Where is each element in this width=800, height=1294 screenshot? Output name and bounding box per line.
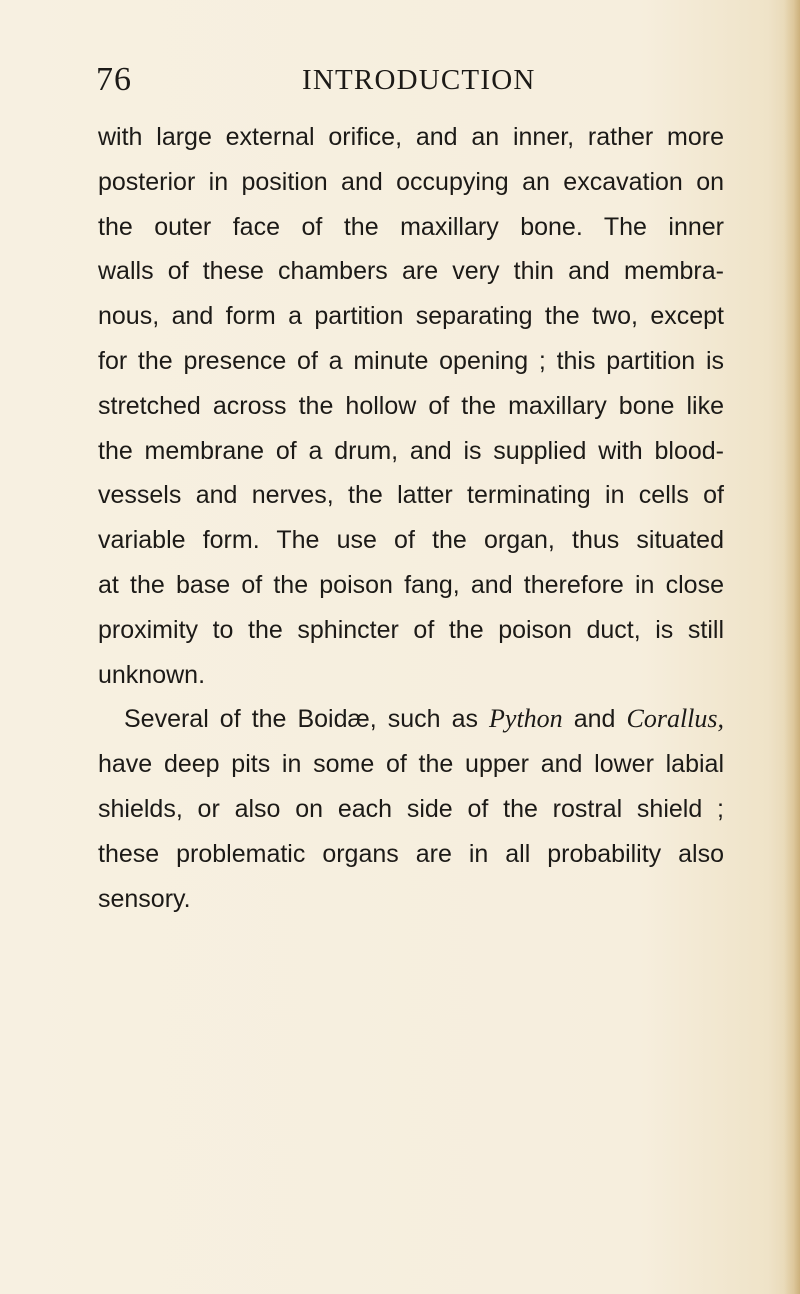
text-line: for the presence of a minute opening ; this partition is: [98, 346, 724, 375]
text-line: walls of these chambers are very thin and membra-: [98, 257, 724, 286]
paragraph-1: [98, 115, 724, 697]
text-line: unknown.: [98, 660, 206, 689]
body-text: [98, 115, 724, 921]
text-line: the membrane of a drum, and is supplied with blood-: [98, 436, 724, 465]
text-line: posterior in position and occupying an excavation on: [98, 167, 724, 196]
text-line-with-italics: [98, 697, 724, 742]
paragraph-2: [98, 697, 724, 921]
text-run: and: [562, 705, 627, 734]
text-line: nous, and form a partition separating the two, except: [98, 302, 724, 331]
text-line: have deep pits in some of the upper and lower labial: [98, 750, 724, 779]
genus-name-corallus: Corallus,: [626, 704, 725, 734]
text-line: proximity to the sphincter of the poison duct, is still: [98, 615, 724, 644]
text-line: vessels and nerves, the latter terminating in cells of: [98, 481, 724, 510]
text-line: variable form. The use of the organ, thus situated: [98, 526, 724, 555]
genus-name-python: Python: [489, 704, 563, 734]
text-line: at the base of the poison fang, and therefore in close: [98, 570, 724, 599]
page-edge-shadow: [784, 0, 800, 1294]
text-run: Several of the Boidæ, such as: [124, 705, 490, 734]
text-line: with large external orifice, and an inner, rather more: [98, 123, 724, 151]
page-number: 76: [96, 61, 132, 98]
text-line: the outer face of the maxillary bone. The inner: [98, 212, 724, 241]
running-title: INTRODUCTION: [302, 64, 536, 96]
text-line: shields, or also on each side of the rostral shield ;: [98, 794, 724, 823]
text-line: sensory.: [98, 884, 191, 913]
text-line: stretched across the hollow of the maxillary bone like: [98, 391, 724, 420]
text-line: these problematic organs are in all probability also: [98, 839, 724, 868]
page-header: [0, 58, 800, 102]
